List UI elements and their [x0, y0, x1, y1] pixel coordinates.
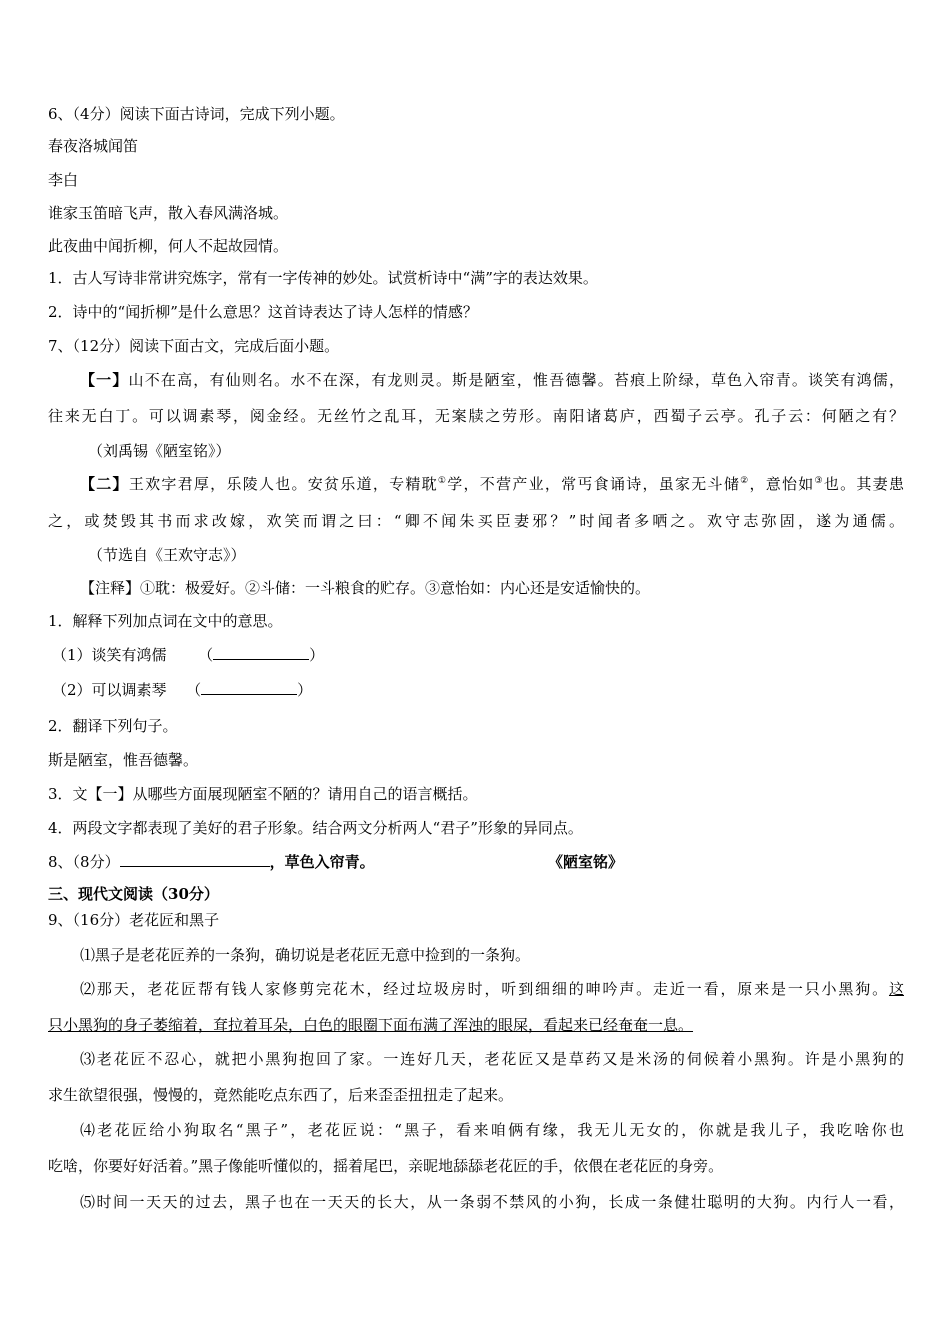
- paren-open: （: [198, 646, 214, 664]
- q9-para-1: ⑴黑子是老花匠养的一条狗，确切说是老花匠无意中捡到的一条狗。: [80, 946, 531, 964]
- q9-header: 9、（16分）老花匠和黑子: [48, 911, 220, 929]
- footnote-2: ②: [740, 476, 750, 486]
- q7-passage-2: [80, 474, 904, 494]
- paren-close: ）: [297, 681, 313, 699]
- answer-blank-3[interactable]: [120, 852, 270, 867]
- para-2-text: ⑵那天，老花匠帮有钱人家修剪完花木，经过垃圾房时，听到细细的呻吟声。走近一看，原来是一只小黑狗。: [80, 980, 889, 998]
- q9-para-5: ⑸时间一天天的过去，黑子也在一天天的长大，从一条弱不禁风的小狗，长成一条健壮聪明的大狗。内行人一看，: [80, 1193, 904, 1211]
- q7-passage-1: [80, 370, 904, 390]
- q7-sub-2: 2．翻译下列句子。: [48, 717, 178, 735]
- passage-1-text: 山不在高，有仙则名。水不在深，有龙则灵。斯是陋室，惟吾德馨。苔痕上阶绿，草色入帘青。谈笑有鸿儒，: [128, 371, 904, 389]
- poem-title: 春夜洛城闻笛: [48, 137, 139, 155]
- passage-2-text-a: 王欢字君厚，乐陵人也。安贫乐道，专精耽: [128, 475, 438, 493]
- q9-para-4-cont: 吃啥，你要好好活着。”黑子像能听懂似的，摇着尾巴，亲昵地舔舔老花匠的手，依偎在老花匠的身旁。: [48, 1157, 724, 1175]
- q8-header: 8、（8分）: [48, 853, 120, 871]
- q8-source: 《陋室铭》: [548, 853, 624, 871]
- q6-sub-1: 1．古人写诗非常讲究炼字，常有一字传神的妙处。试赏析诗中“满”字的表达效果。: [48, 269, 598, 287]
- q8-text: ，草色入帘青。: [269, 853, 375, 871]
- passage-2-text-c: ，意怡如: [749, 475, 815, 493]
- paren-close: ）: [309, 646, 325, 664]
- footnote-3: ③: [814, 476, 824, 486]
- poem-author: 李白: [48, 171, 79, 189]
- q7-passage-1-cont: 往来无白丁。可以调素琴，阅金经。无丝竹之乱耳，无案牍之劳形。南阳诸葛庐，西蜀子云亭。孔子云：何陋之有？: [48, 407, 904, 425]
- answer-blank-2[interactable]: [201, 680, 297, 695]
- paren-open: （: [186, 681, 202, 699]
- sub-1b-label: （2）可以调素琴: [52, 681, 167, 699]
- q9-para-2: [80, 979, 904, 999]
- q9-para-4: ⑷老花匠给小狗取名“黑子”，老花匠说：“黑子，看来咱俩有缘，我无儿无女的，你就是我儿子，我吃啥你也: [80, 1121, 904, 1139]
- q7-header: 7、（12分）阅读下面古文，完成后面小题。: [48, 337, 340, 355]
- q7-sub-1b: [52, 680, 312, 700]
- q7-sub-1a: [52, 645, 324, 665]
- passage-1-tag: 【一】: [80, 371, 129, 389]
- answer-blank-1[interactable]: [213, 645, 309, 660]
- q9-para-3-cont: 求生欲望很强，慢慢的，竟然能吃点东西了，后来歪歪扭扭走了起来。: [48, 1086, 514, 1104]
- passage-2-text-d: 也。其妻患: [823, 475, 904, 493]
- passage-2-tag: 【二】: [80, 475, 129, 493]
- passage-2-text-b: 学，不营产业，常丐食诵诗，虽家无斗储: [447, 475, 741, 493]
- q7-sub-2a: 斯是陋室，惟吾德馨。: [48, 751, 199, 769]
- q9-para-2-cont: [48, 1015, 693, 1035]
- q7-sub-3: 3．文【一】从哪些方面展现陋室不陋的？请用自己的语言概括。: [48, 785, 478, 803]
- q8: [48, 852, 375, 872]
- q7-passage-1-source: （刘禹锡《陋室铭》）: [88, 442, 231, 460]
- poem-line-1: 谁家玉笛暗飞声，散入春风满洛城。: [48, 204, 289, 222]
- sub-1a-label: （1）谈笑有鸿儒: [52, 646, 167, 664]
- q6-sub-2: 2．诗中的“闻折柳”是什么意思？这首诗表达了诗人怎样的情感？: [48, 303, 478, 321]
- footnote-1: ①: [437, 476, 448, 486]
- section-3-title: 三、现代文阅读（30分）: [48, 885, 219, 903]
- para-2-underlined: 这: [888, 980, 904, 998]
- q9-para-3: ⑶老花匠不忍心，就把小黑狗抱回了家。一连好几天，老花匠又是草药又是米汤的伺候着小黑狗。许是小黑狗的: [80, 1050, 904, 1068]
- q7-passage-2-source: （节选自《王欢守志》）: [88, 546, 246, 564]
- q6-header: 6、（4分）阅读下面古诗词，完成下列小题。: [48, 105, 345, 123]
- q7-sub-1: 1．解释下列加点词在文中的意思。: [48, 612, 283, 630]
- q7-note: 【注释】①耽：极爱好。②斗储：一斗粮食的贮存。③意怡如：内心还是安适愉快的。: [80, 579, 651, 597]
- para-2-underlined-cont: 只小黑狗的身子萎缩着，耷拉着耳朵，白色的眼圈下面布满了浑浊的眼屎，看起来已经奄奄一息。: [48, 1016, 694, 1034]
- q7-sub-4: 4．两段文字都表现了美好的君子形象。结合两文分析两人“君子”形象的异同点。: [48, 819, 583, 837]
- q7-passage-2-cont: 之，或焚毁其书而求改嫁，欢笑而谓之曰：“卿不闻朱买臣妻邪？”时闻者多哂之。欢守志弥固，遂为通儒。: [48, 512, 904, 530]
- poem-line-2: 此夜曲中闻折柳，何人不起故园情。: [48, 237, 289, 255]
